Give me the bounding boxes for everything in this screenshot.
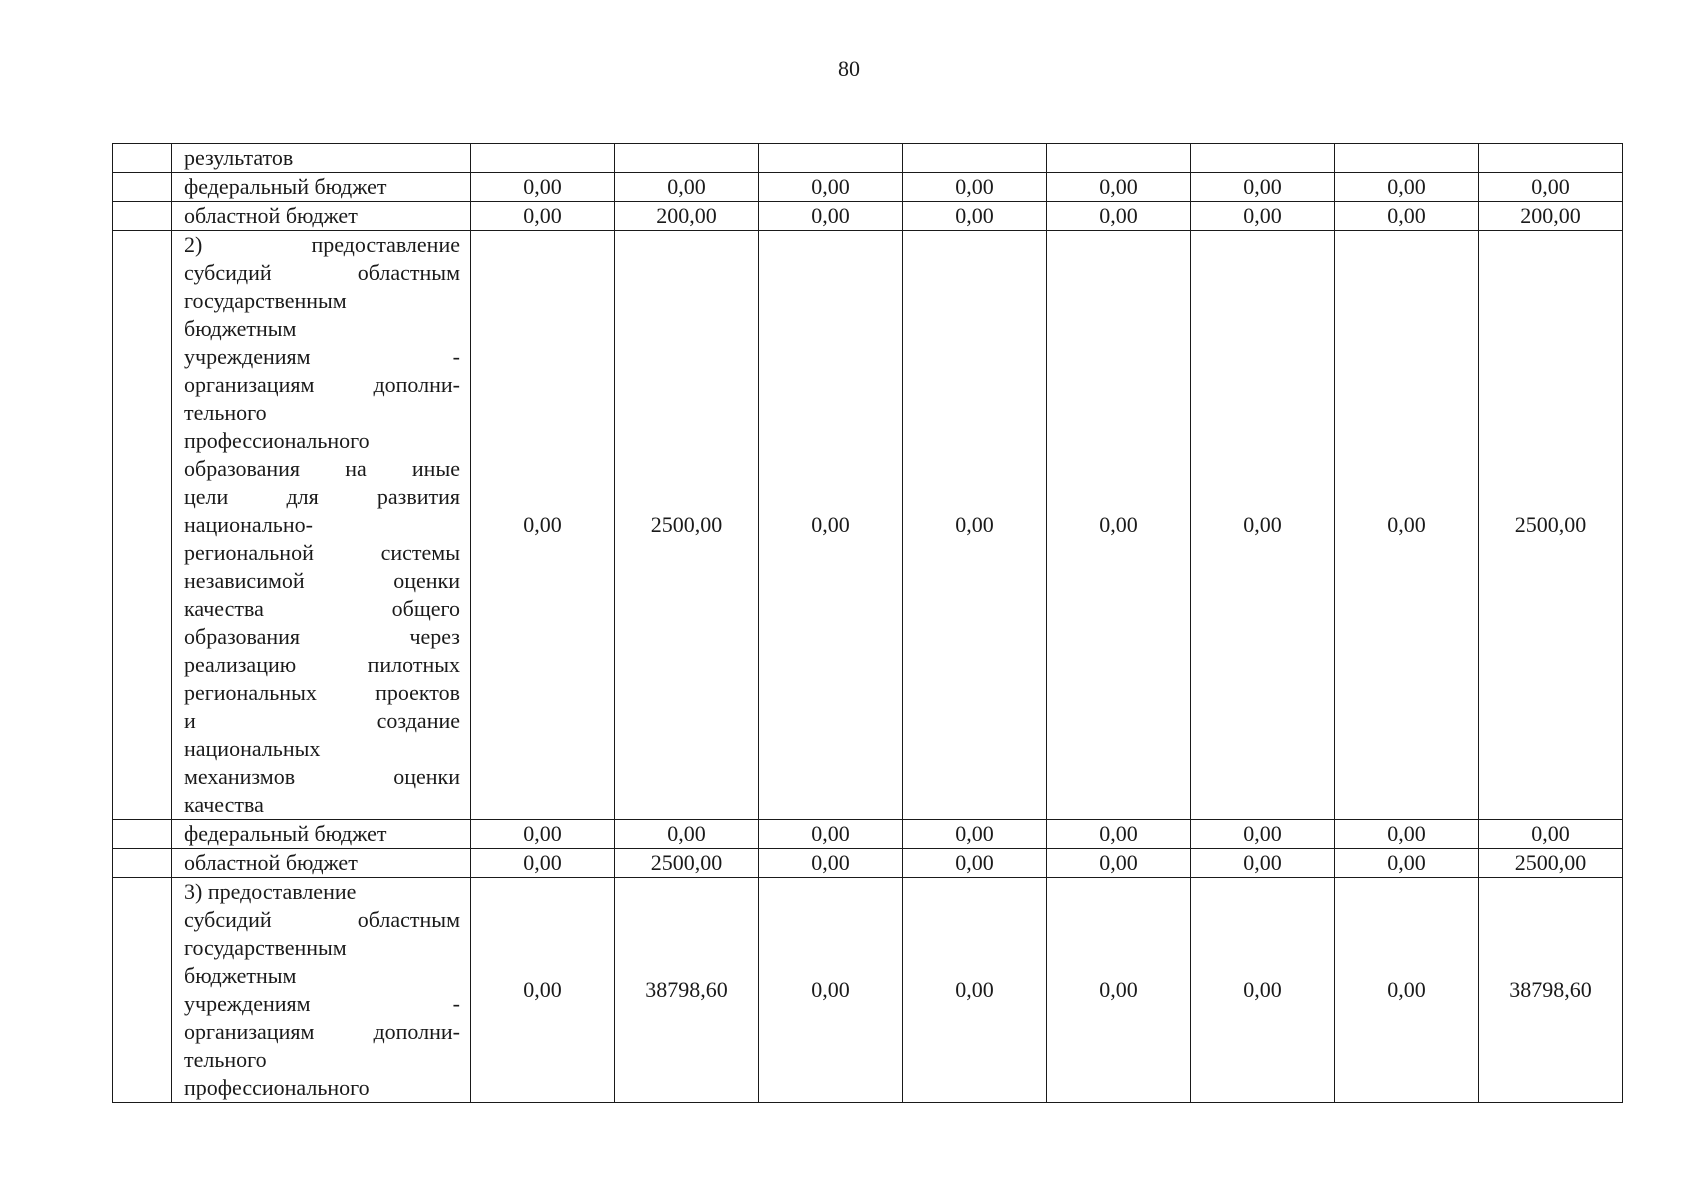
row-name-line: областной бюджет: [184, 203, 358, 228]
value-cell: 0,00: [1191, 820, 1335, 849]
row-name-line: организациям дополни-: [184, 372, 460, 397]
value-cell: [903, 144, 1047, 173]
value-cell: 0,00: [759, 820, 903, 849]
row-number-cell: [113, 878, 172, 1103]
value-cell: 0,00: [1191, 231, 1335, 820]
row-name-cell: [172, 144, 471, 173]
row-name-line: государственным: [184, 935, 347, 960]
row-number-cell: [113, 820, 172, 849]
value-cell: 0,00: [471, 820, 615, 849]
value-cell: [759, 144, 903, 173]
row-name-line: качества общего: [184, 596, 460, 621]
value-cell: 38798,60: [615, 878, 759, 1103]
value-cell: 0,00: [1335, 231, 1479, 820]
row-name-line: и создание: [184, 708, 460, 733]
row-name-line: учреждениям -: [184, 344, 460, 369]
budget-table: [112, 143, 1623, 1103]
table-row: [113, 144, 1623, 173]
value-cell: 0,00: [903, 878, 1047, 1103]
value-cell: [1479, 144, 1623, 173]
row-name-line: качества: [184, 792, 264, 817]
value-cell: 2500,00: [1479, 231, 1623, 820]
row-name-line: федеральный бюджет: [184, 821, 387, 846]
row-name-line: государственным: [184, 288, 347, 313]
row-number-cell: [113, 231, 172, 820]
row-name-line: национальных: [184, 736, 321, 761]
value-cell: 0,00: [903, 849, 1047, 878]
value-cell: 200,00: [615, 202, 759, 231]
table-row: [113, 820, 1623, 849]
row-number-cell: [113, 144, 172, 173]
value-cell: 0,00: [759, 173, 903, 202]
value-cell: 0,00: [1047, 849, 1191, 878]
row-name-line: национально-: [184, 512, 313, 537]
value-cell: 0,00: [1191, 878, 1335, 1103]
row-number-cell: [113, 173, 172, 202]
value-cell: 0,00: [1479, 820, 1623, 849]
page-number: 80: [838, 56, 860, 81]
table-row: [113, 878, 1623, 1103]
row-name-cell: [172, 202, 471, 231]
value-cell: 0,00: [1335, 878, 1479, 1103]
value-cell: 2500,00: [615, 849, 759, 878]
row-name-line: реализацию пилотных: [184, 652, 460, 677]
value-cell: 0,00: [1335, 202, 1479, 231]
row-name-line: тельного: [184, 400, 267, 425]
row-name-cell: [172, 173, 471, 202]
row-number-cell: [113, 202, 172, 231]
value-cell: 200,00: [1479, 202, 1623, 231]
value-cell: 0,00: [903, 173, 1047, 202]
value-cell: 2500,00: [1479, 849, 1623, 878]
row-name-line: цели для развития: [184, 484, 460, 509]
value-cell: 0,00: [471, 202, 615, 231]
row-name-line: профессионального: [184, 1075, 370, 1100]
table-row: [113, 231, 1623, 820]
value-cell: 0,00: [1047, 173, 1191, 202]
value-cell: 38798,60: [1479, 878, 1623, 1103]
row-name-line: федеральный бюджет: [184, 174, 387, 199]
value-cell: [1335, 144, 1479, 173]
value-cell: 0,00: [903, 202, 1047, 231]
table-row: [113, 202, 1623, 231]
value-cell: 0,00: [759, 231, 903, 820]
value-cell: 0,00: [1335, 820, 1479, 849]
row-number-cell: [113, 849, 172, 878]
value-cell: [1047, 144, 1191, 173]
value-cell: 0,00: [471, 849, 615, 878]
row-name-cell: [172, 849, 471, 878]
row-name-line: организациям дополни-: [184, 1019, 460, 1044]
row-name-line: региональной системы: [184, 540, 460, 565]
value-cell: 0,00: [759, 202, 903, 231]
value-cell: 0,00: [1335, 849, 1479, 878]
row-name-line: субсидий областным: [184, 260, 460, 285]
value-cell: [1191, 144, 1335, 173]
value-cell: [615, 144, 759, 173]
value-cell: 0,00: [615, 820, 759, 849]
row-name-line: субсидий областным: [184, 907, 460, 932]
row-name-line: тельного: [184, 1047, 267, 1072]
value-cell: 0,00: [471, 878, 615, 1103]
value-cell: 0,00: [759, 849, 903, 878]
value-cell: 0,00: [615, 173, 759, 202]
value-cell: 0,00: [1047, 231, 1191, 820]
row-name-line: 3) предоставление: [184, 879, 357, 904]
row-name-line: образования на иные: [184, 456, 460, 481]
value-cell: 0,00: [1191, 849, 1335, 878]
value-cell: 0,00: [1047, 878, 1191, 1103]
value-cell: 0,00: [903, 820, 1047, 849]
value-cell: 0,00: [1191, 173, 1335, 202]
row-name-cell: [172, 820, 471, 849]
row-name-line: образования через: [184, 624, 460, 649]
value-cell: 0,00: [471, 173, 615, 202]
row-name-line: бюджетным: [184, 316, 297, 341]
table-row: [113, 173, 1623, 202]
row-name-line: бюджетным: [184, 963, 297, 988]
row-name-line: региональных проектов: [184, 680, 460, 705]
row-name-line: профессионального: [184, 428, 370, 453]
row-name-cell: [172, 878, 471, 1103]
row-name-line: 2) предоставление: [184, 232, 460, 257]
row-name-line: независимой оценки: [184, 568, 460, 593]
value-cell: 0,00: [1047, 202, 1191, 231]
value-cell: [471, 144, 615, 173]
row-name-line: областной бюджет: [184, 850, 358, 875]
row-name-line: результатов: [184, 145, 294, 170]
value-cell: 2500,00: [615, 231, 759, 820]
value-cell: 0,00: [903, 231, 1047, 820]
value-cell: 0,00: [1191, 202, 1335, 231]
table-row: [113, 849, 1623, 878]
value-cell: 0,00: [1479, 173, 1623, 202]
value-cell: 0,00: [471, 231, 615, 820]
value-cell: 0,00: [1047, 820, 1191, 849]
row-name-line: учреждениям -: [184, 991, 460, 1016]
row-name-line: механизмов оценки: [184, 764, 460, 789]
value-cell: 0,00: [759, 878, 903, 1103]
row-name-cell: [172, 231, 471, 820]
value-cell: 0,00: [1335, 173, 1479, 202]
